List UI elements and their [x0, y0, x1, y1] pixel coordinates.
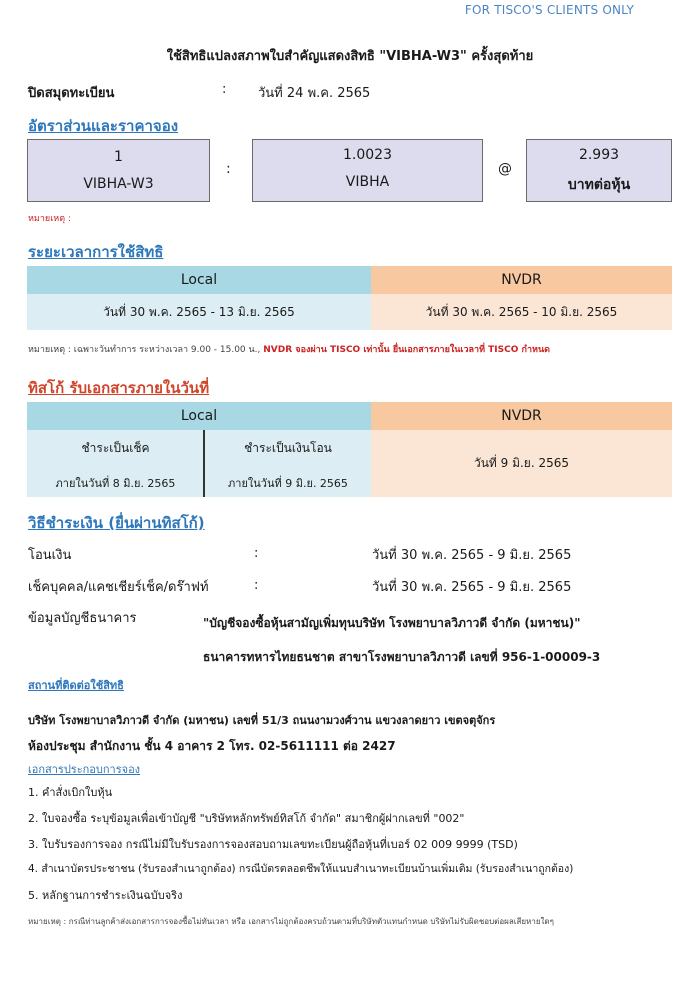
- page-title: ใช้สิทธิแปลงสภาพใบสำคัญแสดงสิทธิ "VIBHA-W3" ครั้งสุดท้าย: [166, 49, 534, 64]
- deadline-transfer-label: ชำระเป็นเงินโอน: [244, 441, 332, 455]
- bank-account-detail: ธนาคารทหารไทยธนชาต สาขาโรงพยาบาลวิภาวดี เลขที่ 956-1-00009-3: [203, 650, 601, 664]
- contact-heading: สถานที่ติดต่อใช้สิทธิ: [28, 679, 124, 692]
- exercise-note-prefix: หมายเหตุ : เฉพาะวันทำการ ระหว่างเวลา 9.00 - 15.00 น.,: [28, 345, 261, 355]
- payment-transfer-colon: :: [254, 546, 259, 561]
- payment-transfer-label: โอนเงิน: [28, 548, 72, 563]
- docs-item: 5. หลักฐานการชำระเงินฉบับจริง: [28, 889, 183, 902]
- exercise-period-note: [28, 342, 550, 356]
- ratio-separator-colon: :: [226, 161, 231, 177]
- tisco-clients-only-label: FOR TISCO'S CLIENTS ONLY: [464, 3, 634, 17]
- exercise-note-red: NVDR จองผ่าน TISCO เท่านั้น ยื่นเอกสารภายในเวลาที่ TISCO กำหนด: [263, 345, 550, 355]
- book-close-label: ปิดสมุดทะเบียน: [28, 86, 115, 101]
- deadline-transfer-cell: [205, 430, 371, 497]
- docs-item: 1. คำสั่งเบิกใบหุ้น: [28, 786, 113, 799]
- docs-heading: เอกสารประกอบการจอง: [28, 763, 141, 776]
- payment-cheque-label: เช็คบุคคล/แคชเชียร์เช็ค/ดร๊าฟท์: [28, 580, 209, 595]
- ratio-box-warrant-value: 1: [114, 149, 123, 165]
- book-close-colon: :: [222, 82, 227, 97]
- payment-cheque-value: วันที่ 30 พ.ค. 2565 - 9 มิ.ย. 2565: [372, 580, 572, 595]
- exercise-period-heading: ระยะเวลาการใช้สิทธิ: [28, 243, 164, 261]
- payment-cheque-colon: :: [254, 578, 259, 593]
- ratio-box-price: [526, 139, 672, 202]
- bank-info-label: ข้อมูลบัญชีธนาคาร: [28, 611, 137, 626]
- ratio-box-warrant-symbol: VIBHA-W3: [83, 176, 154, 192]
- docs-item: 3. ใบรับรองการจอง กรณีไม่มีใบรับรองการจองสอบถามเลขทะเบียนผู้ถือหุ้นที่เบอร์ 02 009 9999 (TSD): [28, 838, 518, 851]
- ratio-heading: อัตราส่วนและราคาจอง: [28, 117, 179, 135]
- ratio-box-price-value: 2.993: [578, 147, 620, 163]
- deadline-cheque-label: ชำระเป็นเช็ค: [81, 441, 150, 455]
- docs-item: 4. สำเนาบัตรประชาชน (รับรองสำเนาถูกต้อง) กรณีบัตรตลอดชีพให้แนบสำเนาทะเบียนบ้านเพิ่มเติม (รับรองสำเนาถูกต้อง): [28, 863, 574, 875]
- book-close-value: วันที่ 24 พ.ค. 2565: [258, 86, 371, 101]
- deadline-local-header: Local: [27, 402, 371, 430]
- docs-footnote: หมายเหตุ : กรณีท่านลูกค้าส่งเอกสารการจองซื้อไม่ทันเวลา หรือ เอกสารไม่ถูกต้องครบถ้วนตามที่บริษัทตัวแทนกำหนด บริษัทไม่รับผิดชอบต่อผลเสียหายใดๆ: [28, 917, 554, 926]
- exercise-nvdr-value: วันที่ 30 พ.ค. 2565 - 10 มิ.ย. 2565: [371, 294, 672, 330]
- documents-deadline-heading: ทิสโก้ รับเอกสารภายในวันที่: [28, 379, 210, 397]
- payment-transfer-value: วันที่ 30 พ.ค. 2565 - 9 มิ.ย. 2565: [372, 548, 572, 563]
- contact-room: ห้องประชุม สำนักงาน ชั้น 4 อาคาร 2 โทร. 02-5611111 ต่อ 2427: [28, 739, 396, 753]
- exercise-local-value: วันที่ 30 พ.ค. 2565 - 13 มิ.ย. 2565: [27, 294, 371, 330]
- ratio-separator-at: @: [498, 161, 512, 177]
- exercise-local-header: Local: [27, 266, 371, 294]
- ratio-box-warrant: [27, 139, 210, 202]
- ratio-box-share: [252, 139, 483, 202]
- exercise-nvdr-header: NVDR: [371, 266, 672, 294]
- ratio-box-price-unit: บาทต่อหุ้น: [567, 177, 631, 193]
- ratio-box-share-value: 1.0023: [343, 147, 392, 163]
- ratio-box-share-symbol: VIBHA: [345, 174, 390, 190]
- deadline-nvdr-header: NVDR: [371, 402, 672, 430]
- deadline-cheque-date: ภายในวันที่ 8 มิ.ย. 2565: [55, 477, 176, 490]
- ratio-note: หมายเหตุ :: [28, 214, 71, 224]
- deadline-cheque-cell: [27, 430, 204, 497]
- deadline-nvdr-value: วันที่ 9 มิ.ย. 2565: [371, 430, 672, 497]
- deadline-transfer-date: ภายในวันที่ 9 มิ.ย. 2565: [228, 477, 348, 490]
- contact-company: บริษัท โรงพยาบาลวิภาวดี จำกัด (มหาชน) เลขที่ 51/3 ถนนงามวงศ์วาน แขวงลาดยาว เขตจตุจักร: [28, 714, 496, 727]
- payment-heading: วิธีชำระเงิน (ยื่นผ่านทิสโก้): [28, 514, 205, 532]
- docs-item: 2. ใบจองซื้อ ระบุข้อมูลเพื่อเข้าบัญชี "บริษัทหลักทรัพย์ทิสโก้ จำกัด" สมาชิกผู้ฝากเลขที่ "002": [28, 812, 465, 825]
- bank-account-name: "บัญชีจองซื้อหุ้นสามัญเพิ่มทุนบริษัท โรงพยาบาลวิภาวดี จำกัด (มหาชน)": [203, 616, 581, 630]
